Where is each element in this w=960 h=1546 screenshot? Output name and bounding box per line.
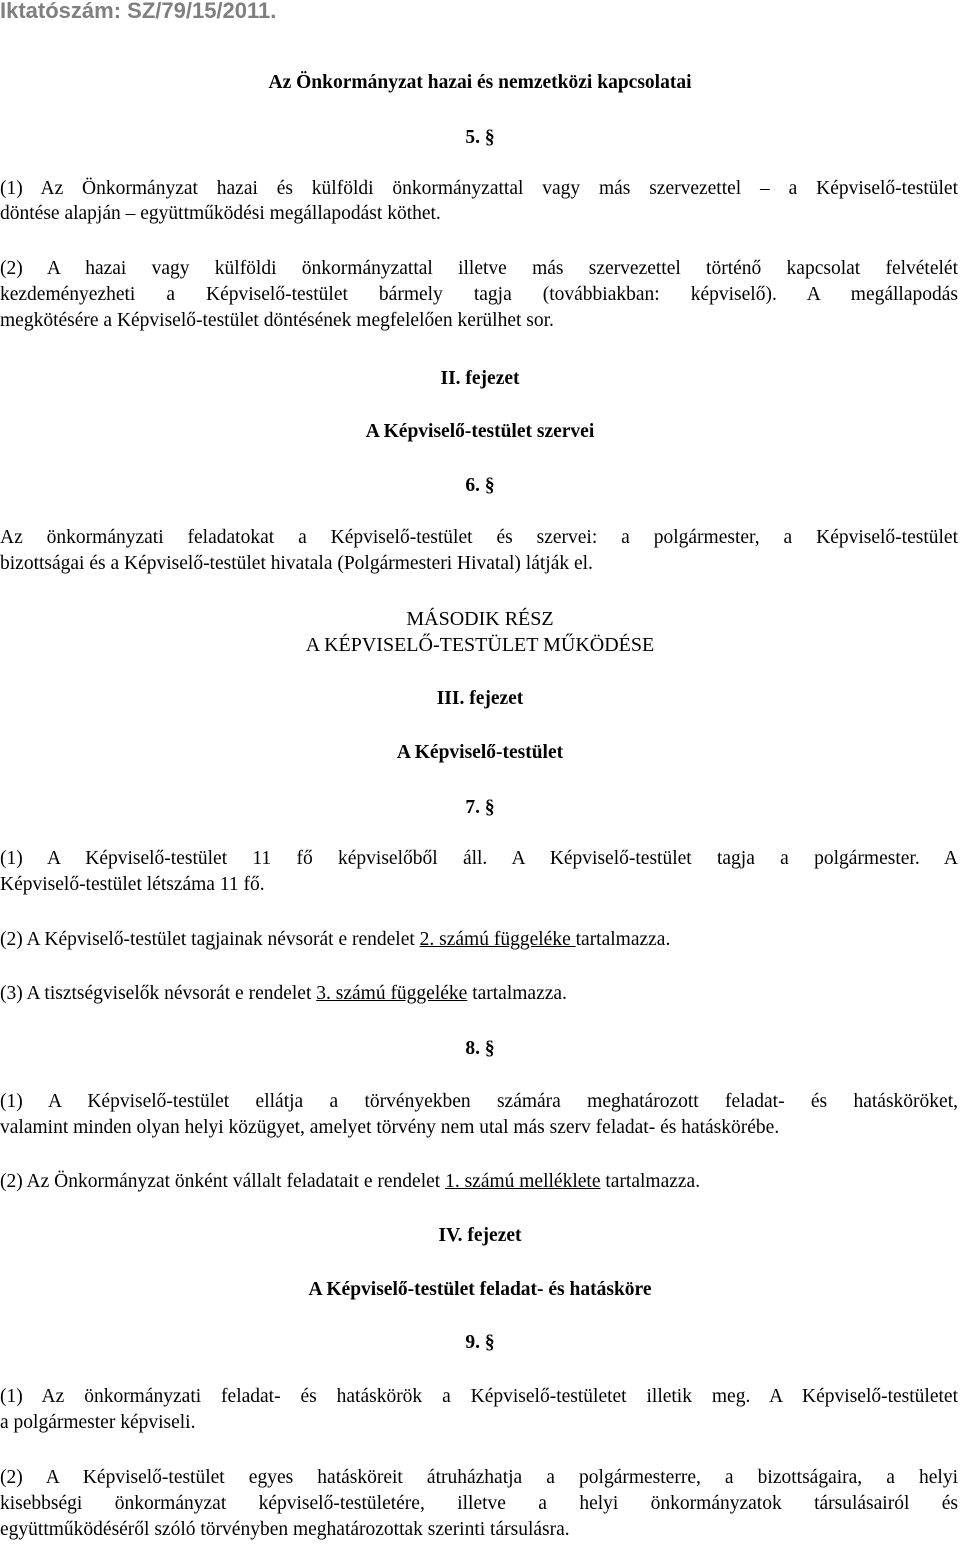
paragraph-5-1-line-1: (1) Az Önkormányzat hazai és külföldi önkormányzattal vagy más szervezettel – a Képviselő-testület [0, 178, 958, 199]
paragraph-number-7: 7. § [465, 797, 495, 818]
paragraph-7-1-line-2: Képviselő-testület létszáma 11 fő. [0, 874, 265, 895]
paragraph-6-line-2: bizottságai és a Képviselő-testület hivatala (Polgármesteri Hivatal) látják el. [0, 553, 593, 574]
part-2-heading: MÁSODIK RÉSZ [406, 608, 554, 630]
paragraph-8-1-line-2: valamint minden olyan helyi közügyet, amelyet törvény nem utal más szerv feladat- és hatáskörébe. [0, 1117, 780, 1138]
chapter-3-heading: III. fejezet [436, 688, 524, 709]
paragraph-7-3-text-end: tartalmazza. [467, 983, 567, 1004]
paragraph-9-2-line-2: kisebbségi önkormányzat képviselő-testületére, illetve a helyi önkormányzatok társulásairól és [0, 1493, 958, 1514]
chapter-4-heading: IV. fejezet [438, 1225, 522, 1246]
paragraph-7-1-line-1: (1) A Képviselő-testület 11 fő képviselőből áll. A Képviselő-testület tagja a polgármester. A [0, 848, 958, 869]
filing-number-header: Iktatószám: SZ/79/15/2011. [0, 0, 277, 23]
annex-1-link[interactable]: 1. számú melléklete [445, 1171, 601, 1192]
paragraph-5-1-line-2: döntése alapján – együttműködési megállapodást köthet. [0, 203, 441, 224]
section-heading-relations: Az Önkormányzat hazai és nemzetközi kapcsolatai [268, 72, 692, 93]
chapter-2-title: A Képviselő-testület szervei [365, 421, 595, 442]
paragraph-8-1-line-1: (1) A Képviselő-testület ellátja a törvényekben számára meghatározott feladat- és hatásköröket, [0, 1091, 958, 1112]
paragraph-9-1-line-2: a polgármester képviseli. [0, 1412, 196, 1433]
paragraph-number-9: 9. § [465, 1332, 495, 1353]
paragraph-number-8: 8. § [465, 1038, 495, 1059]
paragraph-9-2-line-3: együttműködéséről szóló törvényben meghatározottak szerinti társulásra. [0, 1519, 570, 1540]
chapter-2-heading: II. fejezet [440, 368, 520, 389]
appendix-2-link[interactable]: 2. számú függeléke [419, 929, 576, 950]
paragraph-7-3-text: (3) A tisztségviselők névsorát e rendelet [0, 983, 317, 1004]
paragraph-number-5: 5. § [465, 127, 495, 148]
paragraph-9-1-line-1: (1) Az önkormányzati feladat- és hatáskörök a Képviselő-testületet illetik meg. A Képviselő-testületet [0, 1386, 958, 1407]
part-2-title: A KÉPVISELŐ-TESTÜLET MŰKÖDÉSE [305, 634, 655, 656]
paragraph-7-2 [0, 928, 670, 952]
paragraph-5-2-line-3: megkötésére a Képviselő-testület döntésének megfelelően kerülhet sor. [0, 310, 554, 331]
paragraph-5-2-line-2: kezdeményezheti a Képviselő-testület bármely tagja (továbbiakban: képviselő). A megállapodás [0, 284, 958, 305]
chapter-4-title: A Képviselő-testület feladat- és hatásköre [308, 1279, 652, 1300]
appendix-3-link[interactable]: 3. számú függeléke [316, 983, 468, 1004]
paragraph-5-2-line-1: (2) A hazai vagy külföldi önkormányzattal illetve más szervezettel történő kapcsolat felvételét [0, 258, 958, 279]
paragraph-number-6: 6. § [465, 475, 495, 496]
paragraph-8-2-text: (2) Az Önkormányzat önként vállalt feladatait e rendelet [0, 1171, 446, 1192]
paragraph-8-2 [0, 1170, 700, 1194]
paragraph-7-3 [0, 982, 567, 1006]
paragraph-7-2-text: (2) A Képviselő-testület tagjainak névsorát e rendelet [0, 929, 420, 950]
paragraph-6-line-1: Az önkormányzati feladatokat a Képviselő-testület és szervei: a polgármester, a Képviselő-testület [0, 527, 958, 548]
paragraph-8-2-text-end: tartalmazza. [600, 1171, 701, 1192]
chapter-3-title: A Képviselő-testület [396, 742, 564, 763]
paragraph-9-2-line-1: (2) A Képviselő-testület egyes hatásköreit átruházhatja a polgármesterre, a bizottságaira, a helyi [0, 1467, 958, 1488]
paragraph-7-2-text-end: tartalmazza. [575, 929, 671, 950]
